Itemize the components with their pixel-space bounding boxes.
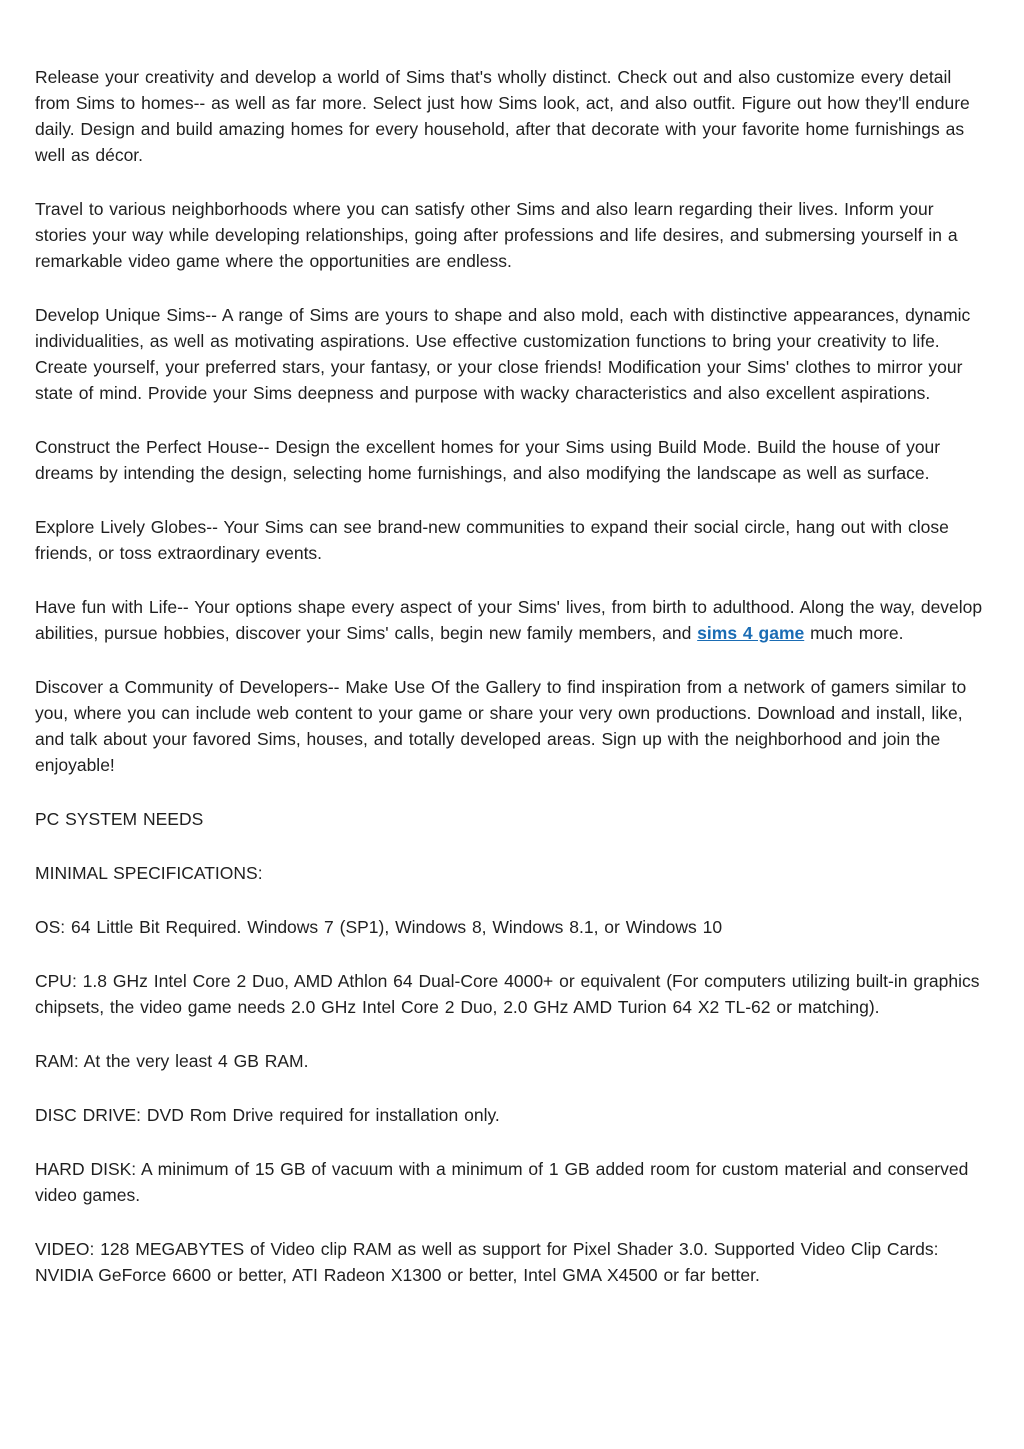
construct-perfect-house-paragraph: Construct the Perfect House-- Design the excellent homes for your Sims using Build Mode. Build the house of your dreams by intending the design, selecting home furnishings, and also modifying the landscape as well as surface. — [35, 437, 941, 483]
os-spec: OS: 64 Little Bit Required. Windows 7 (SP1), Windows 8, Windows 8.1, or Windows 10 — [35, 917, 723, 937]
ram-spec: RAM: At the very least 4 GB RAM. — [35, 1051, 309, 1071]
have-fun-with-life-paragraph — [35, 594, 985, 646]
explore-lively-globes-paragraph: Explore Lively Globes-- Your Sims can see brand-new communities to expand their social circle, hang out with close friends, or toss extraordinary events. — [35, 517, 949, 563]
intro-paragraph: Release your creativity and develop a world of Sims that's wholly distinct. Check out and also customize every detail from Sims to homes-- as well as far more. Select just how Sims look, act, and also outfit. Figure out how they'll endure daily. Design and build amazing homes for every household, after that decorate with your favorite home furnishings as well as décor. — [35, 67, 970, 165]
pc-system-needs-heading: PC SYSTEM NEEDS — [35, 809, 204, 829]
sims-4-game-link[interactable]: sims 4 game — [697, 623, 805, 643]
minimal-specifications-heading: MINIMAL SPECIFICATIONS: — [35, 863, 263, 883]
disc-drive-spec: DISC DRIVE: DVD Rom Drive required for installation only. — [35, 1105, 500, 1125]
life-paragraph-text-before: Have fun with Life-- Your options shape every aspect of your Sims' lives, from birth to adulthood. Along the way, develop abilities, pursue hobbies, discover your Sims' calls, begin new family members, and — [35, 597, 983, 643]
community-of-developers-paragraph: Discover a Community of Developers-- Make Use Of the Gallery to find inspiration from a network of gamers similar to you, where you can include web content to your game or share your very own productions. Download and install, like, and talk about your favored Sims, houses, and totally developed areas. Sign up with the neighborhood and join the enjoyable! — [35, 677, 967, 775]
video-spec: VIDEO: 128 MEGABYTES of Video clip RAM as well as support for Pixel Shader 3.0. Supported Video Clip Cards: NVIDIA GeForce 6600 or better, ATI Radeon X1300 or better, Intel GMA X4500 or far better. — [35, 1239, 939, 1285]
travel-paragraph: Travel to various neighborhoods where you can satisfy other Sims and also learn regarding their lives. Inform your stories your way while developing relationships, going after professions and life desires, and submersing yourself in a remarkable video game where the opportunities are endless. — [35, 199, 958, 271]
develop-unique-sims-paragraph: Develop Unique Sims-- A range of Sims are yours to shape and also mold, each with distinctive appearances, dynamic individualities, as well as motivating aspirations. Use effective customization functions to bring your creativity to life. Create yourself, your preferred stars, your fantasy, or your close friends! Modification your Sims' clothes to mirror your state of mind. Provide your Sims deepness and purpose with wacky characteristics and also excellent aspirations. — [35, 305, 971, 403]
cpu-spec: CPU: 1.8 GHz Intel Core 2 Duo, AMD Athlon 64 Dual-Core 4000+ or equivalent (For computers utilizing built-in graphics chipsets, the video game needs 2.0 GHz Intel Core 2 Duo, 2.0 GHz AMD Turion 64 X2 TL-62 or matching). — [35, 971, 980, 1017]
hard-disk-spec: HARD DISK: A minimum of 15 GB of vacuum with a minimum of 1 GB added room for custom material and conserved video games. — [35, 1159, 969, 1205]
life-paragraph-text-after: much more. — [804, 623, 904, 643]
